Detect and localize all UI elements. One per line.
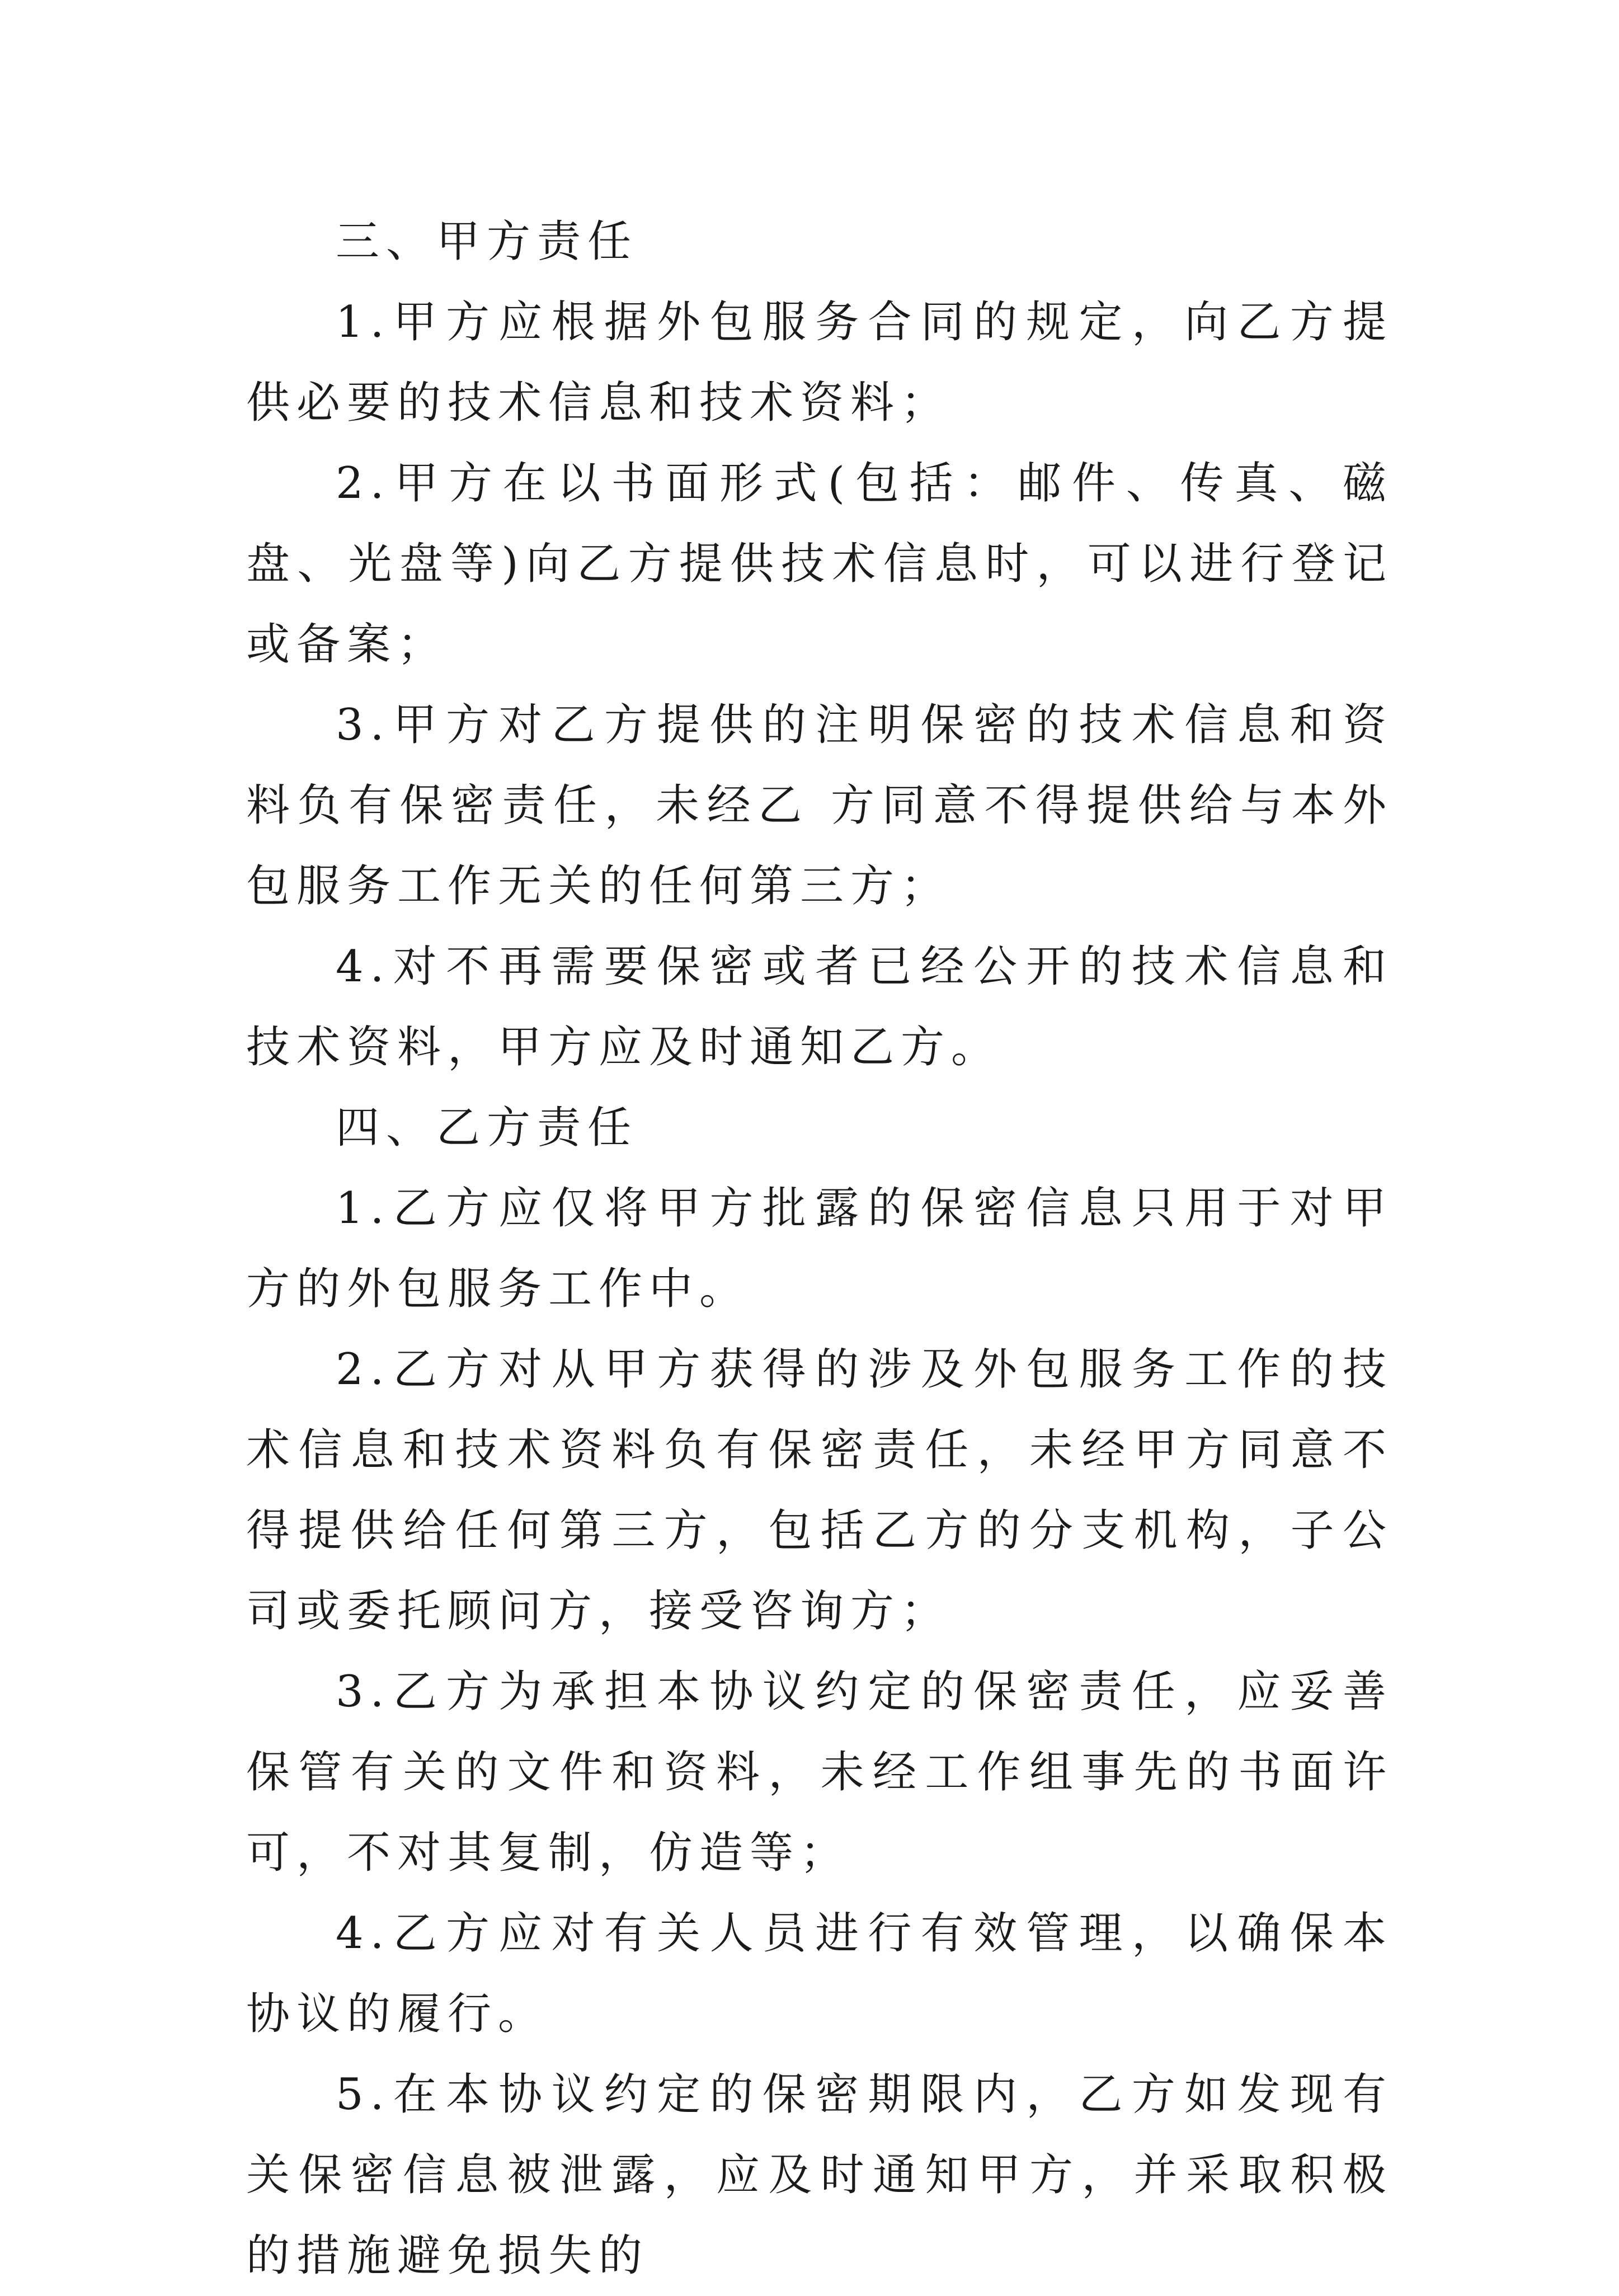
paragraph: 4.对不再需要保密或者已经公开的技术信息和技术资料，甲方应及时通知乙方。	[246, 942, 1393, 1072]
paragraph: 3.乙方为承担本协议约定的保密责任，应妥善保管有关的文件和资料，未经工作组事先的书面许可，不对其复制，仿造等；	[246, 1667, 1393, 1878]
paragraph: 1.乙方应仅将甲方批露的保密信息只用于对甲方的外包服务工作中。	[246, 1183, 1393, 1314]
paragraph: 3.甲方对乙方提供的注明保密的技术信息和资料负有保密责任，未经乙 方同意不得提供给与本外包服务工作无关的任何第三方；	[246, 700, 1393, 911]
section-heading-party-b: 四、乙方责任	[336, 1103, 638, 1153]
paragraph: 2.乙方对从甲方获得的涉及外包服务工作的技术信息和技术资料负有保密责任，未经甲方同意不得提供给任何第三方，包括乙方的分支机构，子公司或委托顾问方，接受咨询方；	[246, 1344, 1393, 1636]
paragraph: 2.甲方在以书面形式(包括：邮件、传真、磁盘、光盘等)向乙方提供技术信息时，可以进行登记或备案；	[246, 458, 1393, 670]
paragraph: 1.甲方应根据外包服务合同的规定，向乙方提供必要的技术信息和技术资料；	[246, 297, 1393, 428]
section-heading-party-a: 三、甲方责任	[336, 217, 638, 267]
paragraph: 5.在本协议约定的保密期限内，乙方如发现有关保密信息被泄露，应及时通知甲方，并采取积极的措施避免损失的	[246, 2069, 1393, 2281]
document-body	[246, 201, 1393, 2296]
paragraph: 4.乙方应对有关人员进行有效管理，以确保本协议的履行。	[246, 1908, 1393, 2039]
